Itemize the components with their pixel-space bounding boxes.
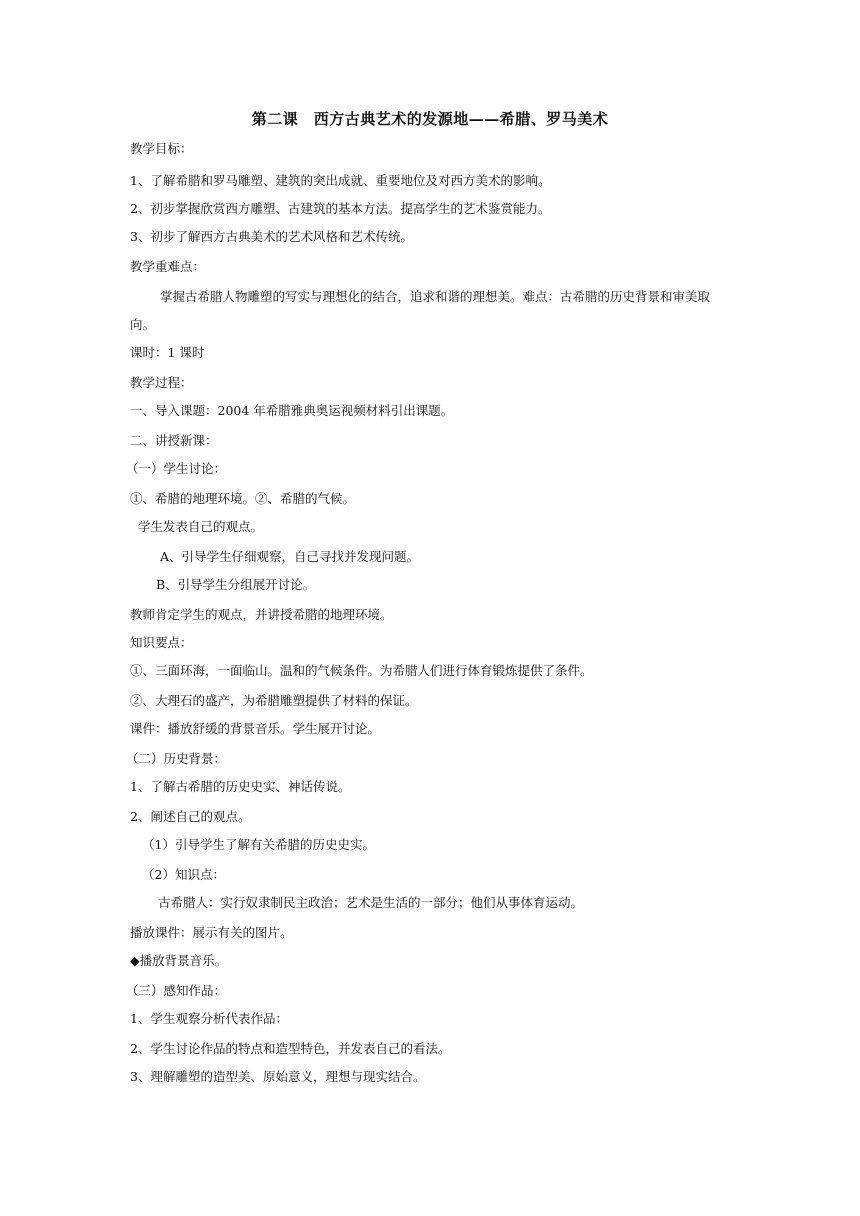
text-line: 课时：1 课时 — [130, 345, 205, 360]
text-line: 学生发表自己的观点。 — [138, 519, 264, 534]
text-line: 2、初步掌握欣赏西方雕塑、古建筑的基本方法。提高学生的艺术鉴赏能力。 — [130, 201, 551, 216]
text-line: （二）历史背景： — [126, 751, 227, 766]
text-line: 一、导入课题：2004 年希腊雅典奥运视频材料引出课题。 — [130, 403, 454, 418]
text-line: 课件：播放舒缓的背景音乐。学生展开讨论。 — [130, 721, 381, 736]
text-line: 1、学生观察分析代表作品： — [130, 1011, 288, 1026]
text-line: （1）引导学生了解有关希腊的历史史实。 — [142, 837, 375, 852]
text-line: ①、三面环海，一面临山。温和的气候条件。为希腊人们进行体育锻炼提供了条件。 — [130, 663, 593, 678]
text-line: 2、阐述自己的观点。 — [130, 809, 251, 824]
text-line: （一）学生讨论： — [126, 461, 227, 476]
text-line: 向。 — [130, 317, 156, 332]
text-line: 1、了解古希腊的历史史实、神话传说。 — [130, 779, 351, 794]
text-line: 1、了解希腊和罗马雕塑、建筑的突出成就、重要地位及对西方美术的影响。 — [130, 173, 551, 188]
text-line: 2、学生讨论作品的特点和造型特色，并发表自己的看法。 — [130, 1041, 451, 1056]
text-line: （三）感知作品： — [126, 983, 227, 998]
text-line: 教师肯定学生的观点，并讲授希腊的地理环境。 — [130, 607, 393, 622]
text-line: 古希腊人：实行奴隶制民主政治；艺术是生活的一部分；他们从事体育运动。 — [158, 895, 584, 910]
text-line: ◆播放背景音乐。 — [130, 953, 228, 968]
text-line: 3、初步了解西方古典美术的艺术风格和艺术传统。 — [130, 229, 413, 244]
text-line: A、引导学生仔细观察，自己寻找并发现问题。 — [160, 549, 420, 564]
document-title: 第二课 西方古典艺术的发源地——希腊、罗马美术 — [251, 110, 609, 128]
text-line: B、引导学生分组展开讨论。 — [156, 577, 316, 592]
text-line: 教学重难点： — [130, 259, 206, 274]
text-line: 二、讲授新课： — [130, 433, 218, 448]
text-line: （2）知识点： — [142, 867, 225, 882]
text-line: 掌握古希腊人物雕塑的写实与理想化的结合，追求和谐的理想美。难点：古希腊的历史背景和审美取 — [160, 289, 711, 304]
text-line: 教学目标： — [130, 141, 193, 156]
text-line: 教学过程： — [130, 375, 193, 390]
text-line: 3、理解雕塑的造型美、原始意义，理想与现实结合。 — [130, 1069, 426, 1084]
text-line: 播放课件：展示有关的图片。 — [130, 925, 293, 940]
text-line: ②、大理石的盛产，为希腊雕塑提供了材料的保证。 — [130, 693, 418, 708]
text-line: 知识要点： — [130, 635, 193, 650]
text-line: ①、希腊的地理环境。②、希腊的气候。 — [130, 491, 356, 506]
